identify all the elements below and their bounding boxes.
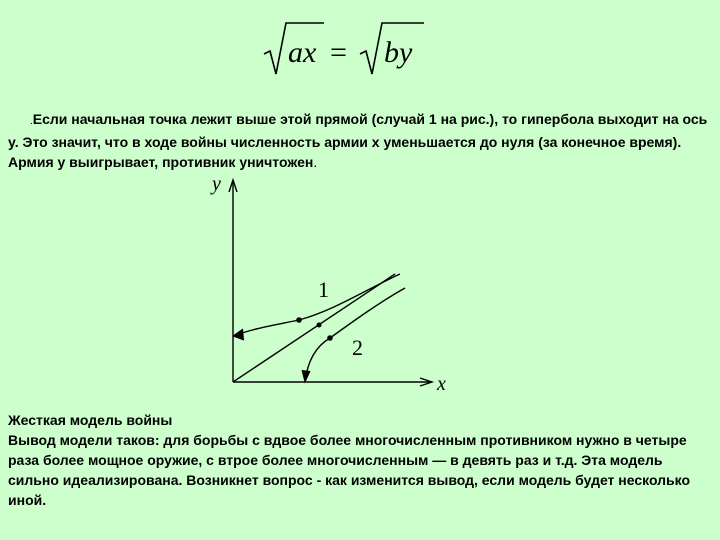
separatrix-point (317, 323, 322, 328)
paragraph-case-1 (8, 109, 716, 172)
end-mark: . (313, 154, 318, 170)
phase-diagram (195, 170, 475, 400)
curve-2-label: 2 (352, 335, 363, 360)
paragraph-case-1-text: Если начальная точка лежит выше этой прямой (случай 1 на рис.), то гипербола выходит на ось y. Это значит, что в ходе войны численность армии x уменьшается до нуля (за конечное время). Армия y выигрывает, противник уничтожен (8, 111, 708, 170)
section-text: Вывод модели таков: для борьбы с вдвое более многочисленным противником нужно в четыре раза более мощное оружие, с втрое более многочисленным — в девять раз и т.д. Эта модель сильно идеализирована. Возникнет вопрос - как изменится вывод, если модель будет несколько иной. (8, 432, 691, 508)
curve-2-start-point (327, 335, 333, 341)
formula (262, 18, 432, 78)
separatrix-line (233, 274, 395, 382)
formula-equals: = (330, 36, 347, 69)
formula-left-var: ax (288, 36, 317, 69)
curve-1-label: 1 (318, 277, 329, 302)
curve-2-arrow (302, 370, 310, 382)
curve-1-arrow (233, 329, 244, 340)
curve-1-start-point (296, 317, 302, 323)
section-title: Жесткая модель войны (8, 412, 173, 428)
x-axis-label: x (437, 373, 446, 395)
lead-mark: . (30, 116, 33, 127)
formula-right-var: by (384, 36, 413, 69)
y-axis-label: y (212, 173, 221, 195)
